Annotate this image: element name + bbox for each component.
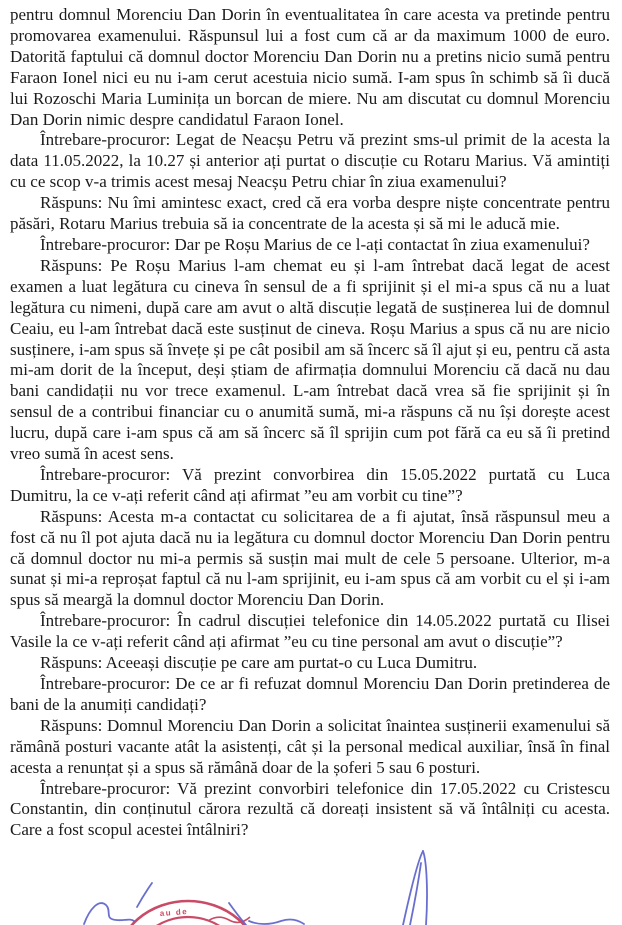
stamp-text: au de <box>159 907 189 918</box>
official-stamp-icon <box>117 901 259 925</box>
paragraph-question: Întrebare-procuror: În cadrul discuției telefonice din 14.05.2022 purtată cu Ilisei Vasile la ce v-ați referit când ați afirmat ”eu cu tine personal am avut o discuție”? <box>10 611 610 652</box>
paragraph-answer: Răspuns: Domnul Morenciu Dan Dorin a solicitat înaintea susținerii examenului să rămână posturi vacante atât la asistenți, cât și la personal medical auxiliar, însă în final acesta a renunțat și a spus să rămână doar de la șoferi 5 sau 6 posturi. <box>10 715 610 777</box>
paragraph-answer: Răspuns: Pe Roșu Marius l-am chemat eu și l-am întrebat dacă legat de acest examen a luat legătura cu cineva în sensul de a fi sprijinit și el mi-a spus că nu a luat legătura cu nimeni, după care am avut o altă discuție legată de susținerea lui de domnul Ceaiu, eu l-am întrebat dacă este susținut de cineva. Roșu Marius a spus că nu are nicio susținere, i-am spus să învețe și pe cât posibil am să încerc să îl ajut și eu, pentru că asta mi-am dorit de la început, deși știam de afirmația domnului Morenciu că dacă nu dau bani candidații nu vor trece examenul. L-am întrebat dacă vrea să fie sprijinit și în sensul de a contribui financiar cu o anumită sumă, mi-a răspuns că nu își dorește acest lucru, după care i-am spus că am să încerc să îl sprijin cum pot fără ca eu să îi pretind vreo sumă în acest sens. <box>10 255 610 464</box>
paragraph-question: Întrebare-procuror: Vă prezint convorbiri telefonice din 17.05.2022 cu Cristescu Constantin, din conținutul cărora rezultă că doreați insistent să vă întâlniți cu acesta. Care a fost scopul acestei întâlniri? <box>10 778 610 840</box>
paragraph-answer: Răspuns: Aceeași discuție pe care am purtat-o cu Luca Dumitru. <box>40 653 478 673</box>
paragraph-answer: Răspuns: Nu îmi amintesc exact, cred că era vorba despre niște concentrate pentru păsări, Rotaru Marius trebuia să ia concentrate de la acesta și să mi le aducă mie. <box>10 193 610 234</box>
paragraph-continuation: pentru domnul Morenciu Dan Dorin în eventualitatea în care acesta va pretinde pentru promovarea examenului. Răspunsul lui a fost cum că ar da maximum 1000 de euro. Datorită faptului că domnul doctor Morenciu Dan Dorin nu a pretins nicio sumă pentru Faraon Ionel nici eu nu i-am cerut acestuia nicio sumă. I-am spus în schimb să îi ducă lui Rozoschi Maria Luminița un borcan de miere. Nu am discutat cu domnul Morenciu Dan Dorin nimic despre candidatul Faraon Ionel. <box>10 5 610 129</box>
signature-ink <box>84 851 427 925</box>
paragraph-question: Întrebare-procuror: De ce ar fi refuzat domnul Morenciu Dan Dorin pretinderea de bani de la anumiți candidați? <box>10 674 610 714</box>
paragraph-answer: Răspuns: Acesta m-a contactat cu solicitarea de a fi ajutat, însă răspunsul meu a fost că nu îl pot ajuta dacă nu ia legătura cu domnul doctor Morenciu Dan Dorin pentru că domnul doctor nu mi-a permis să susțin mai mult de cele 5 persoane. Ulterior, m-a sunat și mi-a reproșat faptul că nu l-am sprijinit, eu i-am spus că am vorbit cu el și i-am spus să meargă la domnul doctor Morenciu Dan Dorin. <box>10 506 610 610</box>
paragraph-question: Întrebare-procuror: Vă prezint convorbirea din 15.05.2022 purtată cu Luca Dumitru, la ce v-ați referit când ați afirmat ”eu am vorbit cu tine”? <box>10 464 610 505</box>
document-body <box>10 5 610 841</box>
paragraph-question: Întrebare-procuror: Dar pe Roșu Marius de ce l-ați contactat în ziua examenului? <box>40 234 590 254</box>
paragraph-question: Întrebare-procuror: Legat de Neacșu Petru vă prezint sms-ul primit de la acesta la data 11.05.2022, la 10.27 și anterior ați purtat o discuție cu Rotaru Marius. Vă amintiți cu ce scop v-a trimis acest mesaj Neacșu Petru chiar în ziua examenului? <box>10 130 610 192</box>
